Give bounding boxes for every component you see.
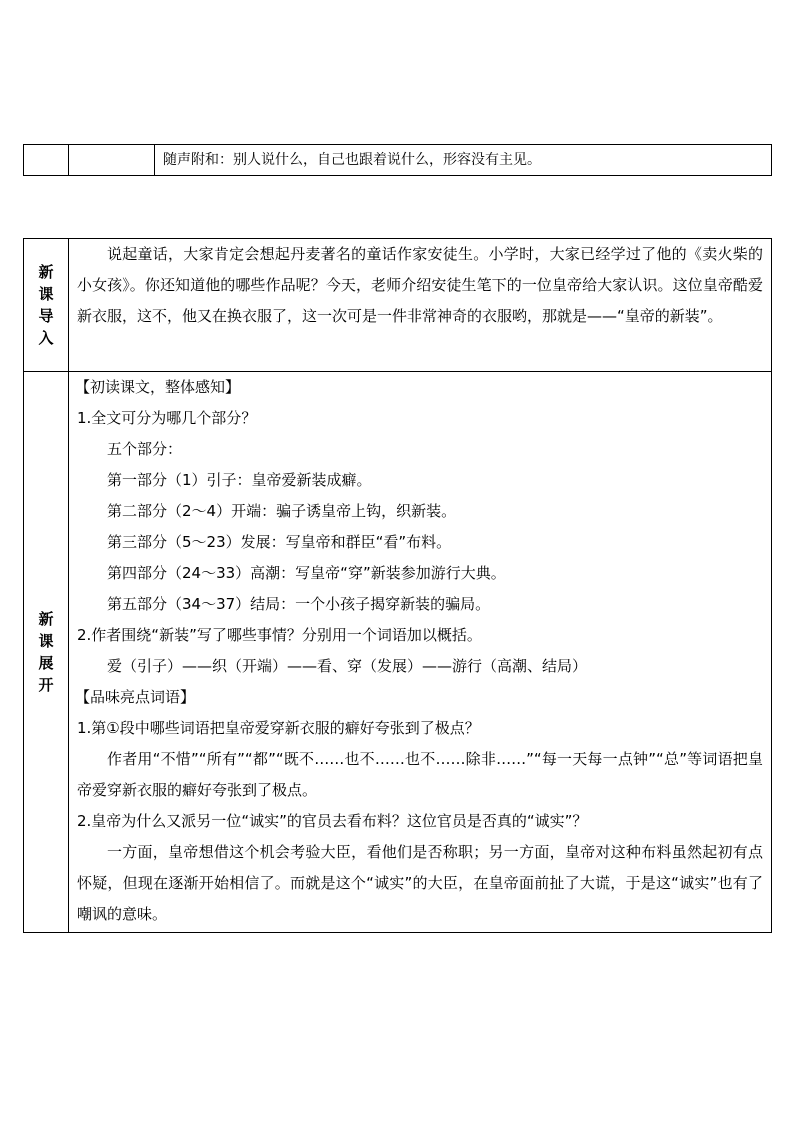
- lesson-content: [69, 372, 772, 933]
- answer-paragraph: 作者用“不惜”“所有”“都”“既不……也不……也不……除非……”“每一天每一点钟”“总”等词语把皇帝爱穿新衣服的癖好夸张到了极点。: [77, 750, 763, 799]
- label-char: 入: [38, 329, 54, 347]
- part-line: 第五部分（34～37）结局：一个小孩子揭穿新装的骗局。: [107, 595, 491, 613]
- label-char: 新: [38, 610, 54, 628]
- part-line: 第四部分（24～33）高潮：写皇帝“穿”新装参加游行大典。: [107, 564, 506, 582]
- intro-label: [24, 239, 69, 372]
- part-line: 第二部分（2～4）开端：骗子诱皇帝上钩，织新装。: [107, 502, 457, 520]
- question: 2.作者围绕“新装”写了哪些事情？分别用一个词语加以概括。: [77, 626, 482, 644]
- label-char: 开: [38, 676, 54, 694]
- label-char: 课: [38, 285, 54, 303]
- empty-cell: [69, 145, 155, 176]
- lesson-table: [23, 238, 772, 933]
- question: 1.全文可分为哪几个部分？: [77, 409, 257, 427]
- table-row: [24, 145, 772, 176]
- label-char: 新: [38, 263, 54, 281]
- answer-paragraph: 一方面，皇帝想借这个机会考验大臣，看他们是否称职；另一方面，皇帝对这种布料虽然起初有点怀疑，但现在逐渐开始相信了。而就是这个“诚实”的大臣，在皇帝面前扯了大谎，于是这“诚实”也有了嘲讽的意味。: [77, 843, 763, 923]
- label-char: 展: [38, 654, 54, 672]
- intro-content: [69, 239, 772, 372]
- part-line: 第一部分（1）引子：皇帝爱新装成癖。: [107, 471, 372, 489]
- table-row: [24, 372, 772, 933]
- label-char: 导: [38, 307, 54, 325]
- question: 1.第①段中哪些词语把皇帝爱穿新衣服的癖好夸张到了极点？: [77, 719, 480, 737]
- intro-paragraph: 说起童话，大家肯定会想起丹麦著名的童话作家安徒生。小学时，大家已经学过了他的《卖火柴的小女孩》。你还知道他的哪些作品呢？今天，老师介绍安徒生笔下的一位皇帝给大家认识。这位皇帝酷爱新衣服，这不，他又在换衣服了，这一次可是一件非常神奇的衣服哟，那就是——“皇帝的新装”。: [77, 245, 763, 325]
- answer-line: 爱（引子）——织（开端）——看、穿（发展）——游行（高潮、结局）: [107, 657, 588, 675]
- table-row: [24, 239, 772, 372]
- label-char: 课: [38, 632, 54, 650]
- question: 2.皇帝为什么又派另一位“诚实”的官员去看布料？这位官员是否真的“诚实”？: [77, 812, 588, 830]
- section-title: 【初读课文，整体感知】: [75, 378, 241, 396]
- lesson-label: [24, 372, 69, 933]
- answer-line: 五个部分：: [107, 440, 183, 458]
- part-line: 第三部分（5～23）发展：写皇帝和群臣“看”布料。: [107, 533, 452, 551]
- definition-cell: 随声附和：别人说什么，自己也跟着说什么，形容没有主见。: [155, 145, 772, 176]
- top-table: [23, 144, 772, 176]
- section-title: 【品味亮点词语】: [75, 688, 196, 706]
- empty-cell: [24, 145, 69, 176]
